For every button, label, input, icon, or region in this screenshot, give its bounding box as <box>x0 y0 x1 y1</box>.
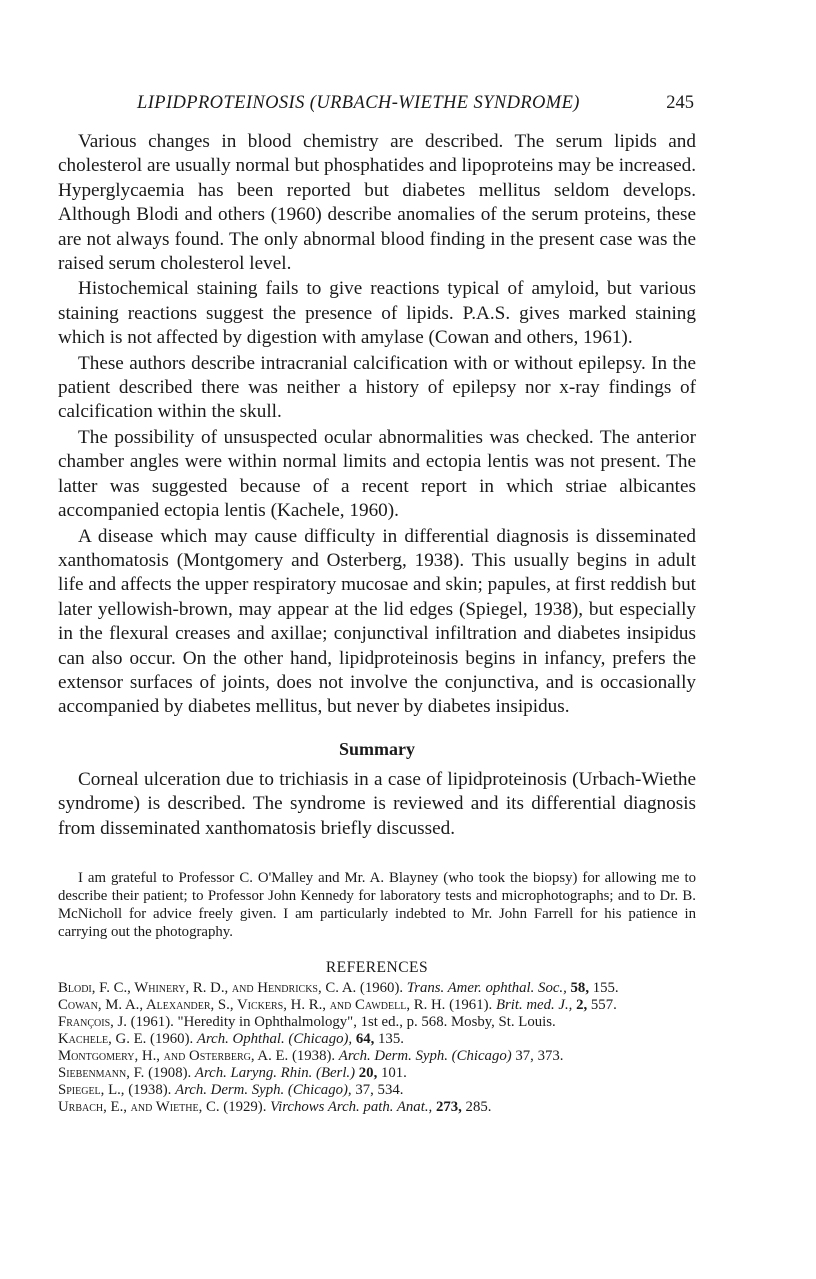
reference-authors: Urbach, E., and Wiethe, C. (1929). <box>58 1098 267 1115</box>
reference-item <box>58 1031 696 1048</box>
reference-list <box>58 980 696 1116</box>
reference-pages: 285. <box>465 1098 492 1115</box>
reference-authors: Kachele, G. E. (1960). <box>58 1030 194 1047</box>
summary-heading: Summary <box>339 738 415 759</box>
reference-item <box>58 1065 696 1082</box>
reference-journal: Virchows Arch. path. Anat., <box>270 1098 433 1115</box>
reference-pages: "Heredity in Ophthalmology", 1st ed., p. 568. Mosby, St. Louis. <box>177 1013 556 1030</box>
running-title: LIPIDPROTEINOSIS (URBACH-WIETHE SYNDROME) <box>137 93 580 113</box>
reference-item <box>58 1014 696 1031</box>
paragraph-histochemical-staining: Histochemical staining fails to give reactions typical of amyloid, but various staining reactions suggest the presence of lipids. P.A.S. gives marked staining which is not affected by digestion with amylase (Cowan and others, 1961). <box>58 278 696 349</box>
reference-authors: Blodi, F. C., Whinery, R. D., and Hendricks, C. A. (1960). <box>58 979 404 996</box>
reference-pages: 373. <box>537 1047 564 1064</box>
reference-journal: Arch. Derm. Syph. (Chicago), <box>175 1081 352 1098</box>
reference-item <box>58 1082 696 1099</box>
paragraph-differential-diagnosis: A disease which may cause difficulty in differential diagnosis is disseminated xanthomatosis (Montgomery and Osterberg, 1938). This usually begins in adult life and affects the upper respiratory mucosae and skin; papules, at first reddish but later yellowish-brown, may appear at the lid edges (Spiegel, 1938), but especially in the flexural creases and axillae; conjunctival infiltration and diabetes insipidus can also occur. On the other hand, lipidproteinosis begins in infancy, prefers the extensor surfaces of joints, does not involve the conjunctiva, and is occasionally accompanied by diabetes mellitus, but never by diabetes insipidus. <box>58 525 696 718</box>
reference-volume: 58, <box>570 979 590 996</box>
reference-pages: 101. <box>380 1064 407 1081</box>
reference-item <box>58 1048 696 1065</box>
reference-pages: 557. <box>590 996 617 1013</box>
paragraph-calcification: These authors describe intracranial calcification with or without epilepsy. In the patient described there was neither a history of epilepsy nor x-ray findings of calcification within the skull. <box>58 352 696 423</box>
summary-text: Corneal ulceration due to trichiasis in a case of lipidproteinosis (Urbach-Wiethe syndrome) is described. The syndrome is reviewed and its differential diagnosis from disseminated xanthomatosis briefly discussed. <box>58 768 696 839</box>
reference-volume: 273, <box>435 1098 462 1115</box>
reference-journal: Brit. med. J., <box>495 996 573 1013</box>
reference-pages: 135. <box>378 1030 404 1047</box>
reference-item <box>58 997 696 1014</box>
body-text <box>58 130 696 1116</box>
reference-volume: 64, <box>355 1030 375 1047</box>
reference-volume: 20, <box>358 1064 378 1081</box>
reference-journal: Arch. Derm. Syph. (Chicago) <box>338 1047 512 1064</box>
paragraph-blood-chemistry: Various changes in blood chemistry are described. The serum lipids and cholesterol are usually normal but phosphatides and lipoproteins may be increased. Hyperglycaemia has been reported but diabetes mellitus seldom develops. Although Blodi and others (1960) describe anomalies of the serum proteins, these are not always found. The only abnormal blood finding in the present case was the raised serum cholesterol level. <box>58 131 696 275</box>
reference-volume: 37, <box>515 1047 534 1064</box>
page-number: 245 <box>666 93 694 113</box>
reference-journal: Arch. Ophthal. (Chicago), <box>196 1030 353 1047</box>
reference-authors: Siebenmann, F. (1908). <box>58 1064 192 1081</box>
reference-journal: Arch. Laryng. Rhin. (Berl.) <box>194 1064 356 1081</box>
reference-authors: Spiegel, L., (1938). <box>58 1081 172 1098</box>
paragraph-ocular-abnormalities: The possibility of unsuspected ocular abnormalities was checked. The anterior chamber angles were within normal limits and ectopia lentis was not present. The latter was suggested because of a recent report in which striae albicantes accompanied ectopia lentis (Kachele, 1960). <box>58 426 696 522</box>
page-header <box>62 93 694 119</box>
reference-item <box>58 980 696 997</box>
reference-journal: Trans. Amer. ophthal. Soc., <box>406 979 567 996</box>
reference-authors: Montgomery, H., and Osterberg, A. E. (1938). <box>58 1047 336 1064</box>
reference-item <box>58 1099 696 1116</box>
reference-volume: 37, <box>355 1081 374 1098</box>
reference-authors: Cowan, M. A., Alexander, S., Vickers, H. R., and Cawdell, R. H. (1961). <box>58 996 493 1013</box>
reference-pages: 534. <box>377 1081 404 1098</box>
acknowledgement: I am grateful to Professor C. O'Malley and Mr. A. Blayney (who took the biopsy) for allowing me to describe their patient; to Professor John Kennedy for laboratory tests and microphotographs; and to Dr. B. McNicholl for advice freely given. I am particularly indebted to Mr. John Farrell for his patience in carrying out the photography. <box>58 869 696 940</box>
references-heading: REFERENCES <box>325 958 429 976</box>
reference-volume: 2, <box>576 996 588 1013</box>
reference-pages: 155. <box>592 979 619 996</box>
reference-authors: François, J. (1961). <box>58 1013 174 1030</box>
